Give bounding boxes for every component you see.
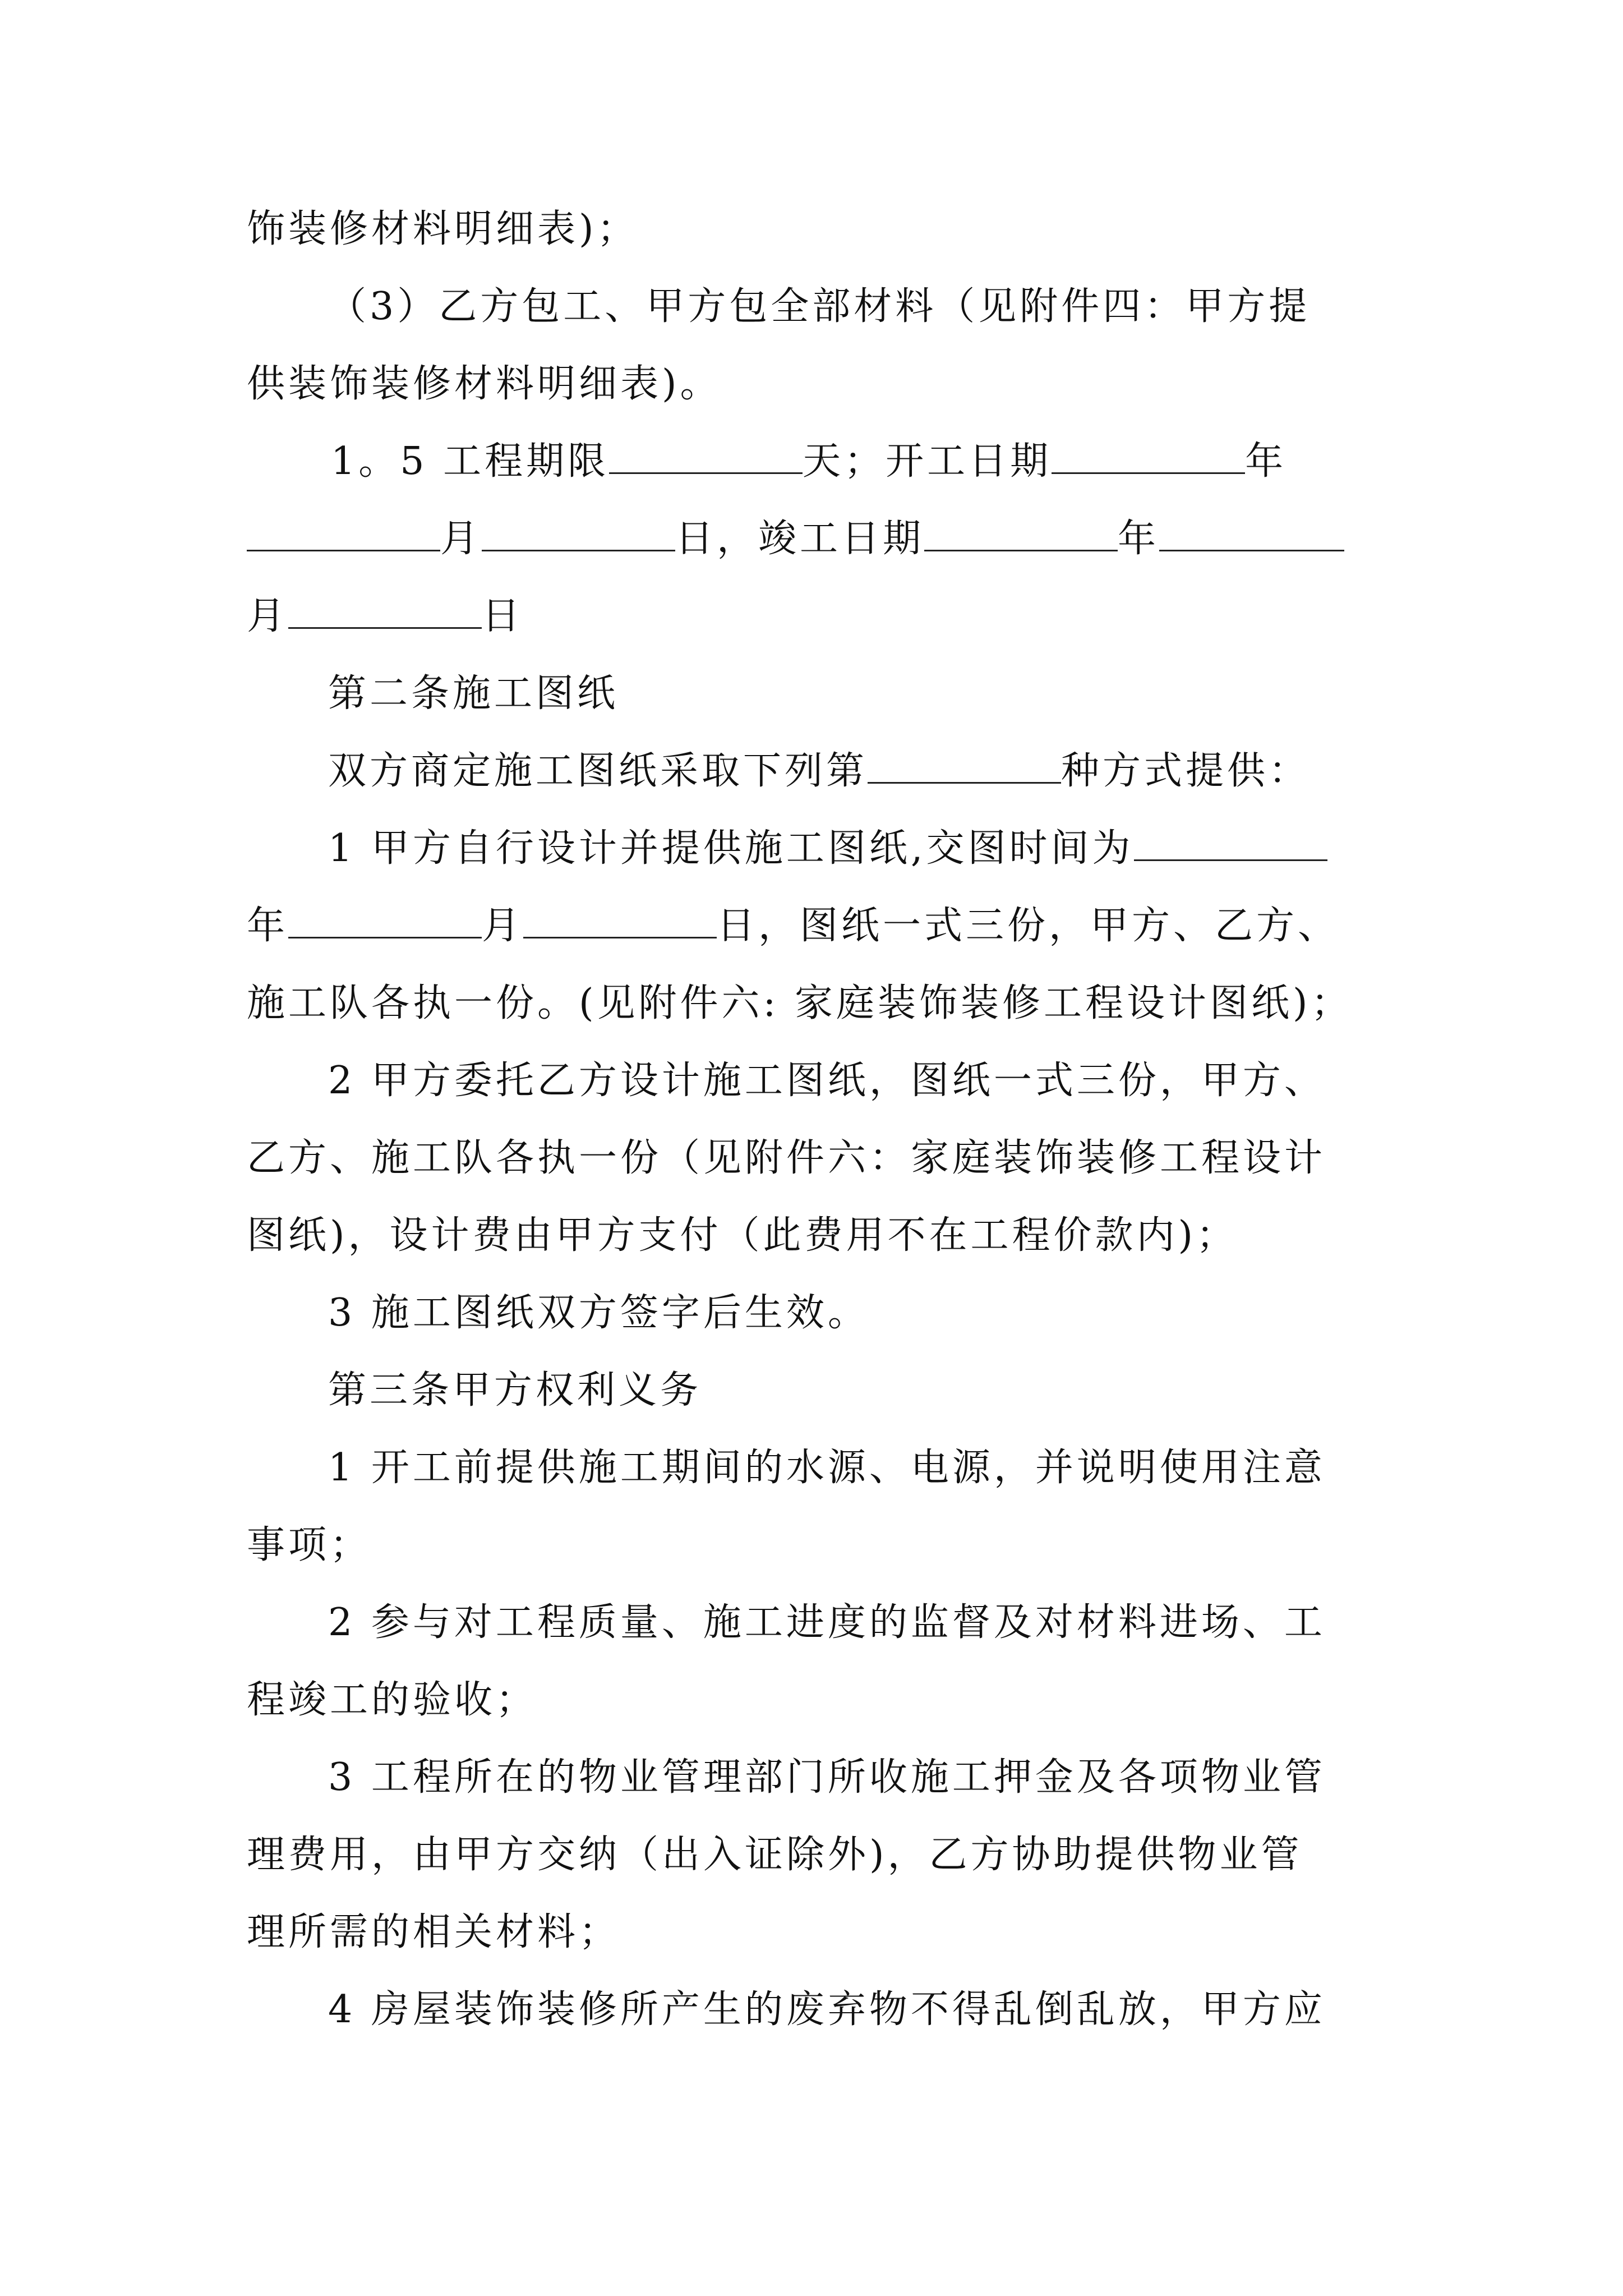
document-body (247, 191, 1380, 2049)
blank-field (288, 903, 482, 938)
text-line (247, 810, 1380, 887)
blank-field (1134, 826, 1327, 861)
blank-field (609, 439, 803, 474)
text-segment: 月 (482, 904, 524, 948)
date-line (247, 887, 1380, 965)
blank-field (523, 903, 717, 938)
text-line: 施工队各执一份。(见附件六: 家庭装饰装修工程设计图纸)； (247, 981, 1353, 1025)
text-line (247, 733, 1380, 810)
text-line: 乙方、施工队各执一份（见附件六：家庭装饰装修工程设计 (247, 1136, 1326, 1180)
text-segment: 双方商定施工图纸采取下列第 (328, 749, 868, 793)
text-segment: 日 (482, 594, 524, 638)
date-line (247, 578, 1380, 655)
text-line: 4 房屋装饰装修所产生的废弃物不得乱倒乱放，甲方应 (328, 1987, 1326, 2032)
blank-field (482, 516, 675, 551)
text-line: 图纸)，设计费由甲方支付（此费用不在工程价款内)； (247, 1213, 1238, 1258)
blank-field (1159, 516, 1344, 551)
text-segment: 年 (247, 904, 289, 948)
text-segment: 1。5 工程期限 (331, 439, 610, 484)
text-line: 2 甲方委托乙方设计施工图纸，图纸一式三份，甲方、 (328, 1059, 1326, 1103)
text-line: 3 工程所在的物业管理部门所收施工押金及各项物业管 (328, 1755, 1326, 1800)
blank-field (247, 516, 440, 551)
text-segment: 天；开工日期 (803, 439, 1052, 484)
text-segment: 1 甲方自行设计并提供施工图纸,交图时间为 (328, 826, 1134, 871)
blank-field (924, 516, 1118, 551)
section-heading: 第三条甲方权利义务 (328, 1368, 702, 1412)
text-line: 供装饰装修材料明细表)。 (247, 362, 722, 406)
text-line: 2 参与对工程质量、施工进度的监督及对材料进场、工 (328, 1600, 1326, 1645)
text-line: 理费用，由甲方交纳（出入证除外)，乙方协助提供物业管 (247, 1833, 1303, 1877)
text-line: 饰装修材料明细表)； (247, 207, 639, 251)
text-line: 理所需的相关材料； (247, 1910, 621, 1954)
text-line: （3）乙方包工、甲方包全部材料（见附件四：甲方提 (328, 284, 1311, 329)
section-heading: 第二条施工图纸 (328, 671, 619, 716)
text-line: 事项； (247, 1523, 372, 1567)
blank-field (288, 593, 482, 629)
text-line: 3 施工图纸双方签字后生效。 (328, 1291, 869, 1335)
construction-period-line (247, 423, 1380, 500)
text-segment: 日，竣工日期 (675, 517, 925, 561)
text-segment: 年 (1118, 517, 1160, 561)
text-line: 程竣工的验收； (247, 1678, 538, 1722)
text-segment: 种方式提供： (1061, 749, 1311, 793)
text-segment: 月 (440, 517, 482, 561)
blank-field (868, 748, 1061, 784)
text-segment: 年 (1245, 439, 1287, 484)
text-segment: 月 (247, 594, 289, 638)
blank-field (1052, 439, 1245, 474)
text-segment: 日，图纸一式三份，甲方、乙方、 (717, 904, 1340, 948)
date-line (247, 500, 1380, 578)
text-line: 1 开工前提供施工期间的水源、电源，并说明使用注意 (328, 1446, 1326, 1490)
